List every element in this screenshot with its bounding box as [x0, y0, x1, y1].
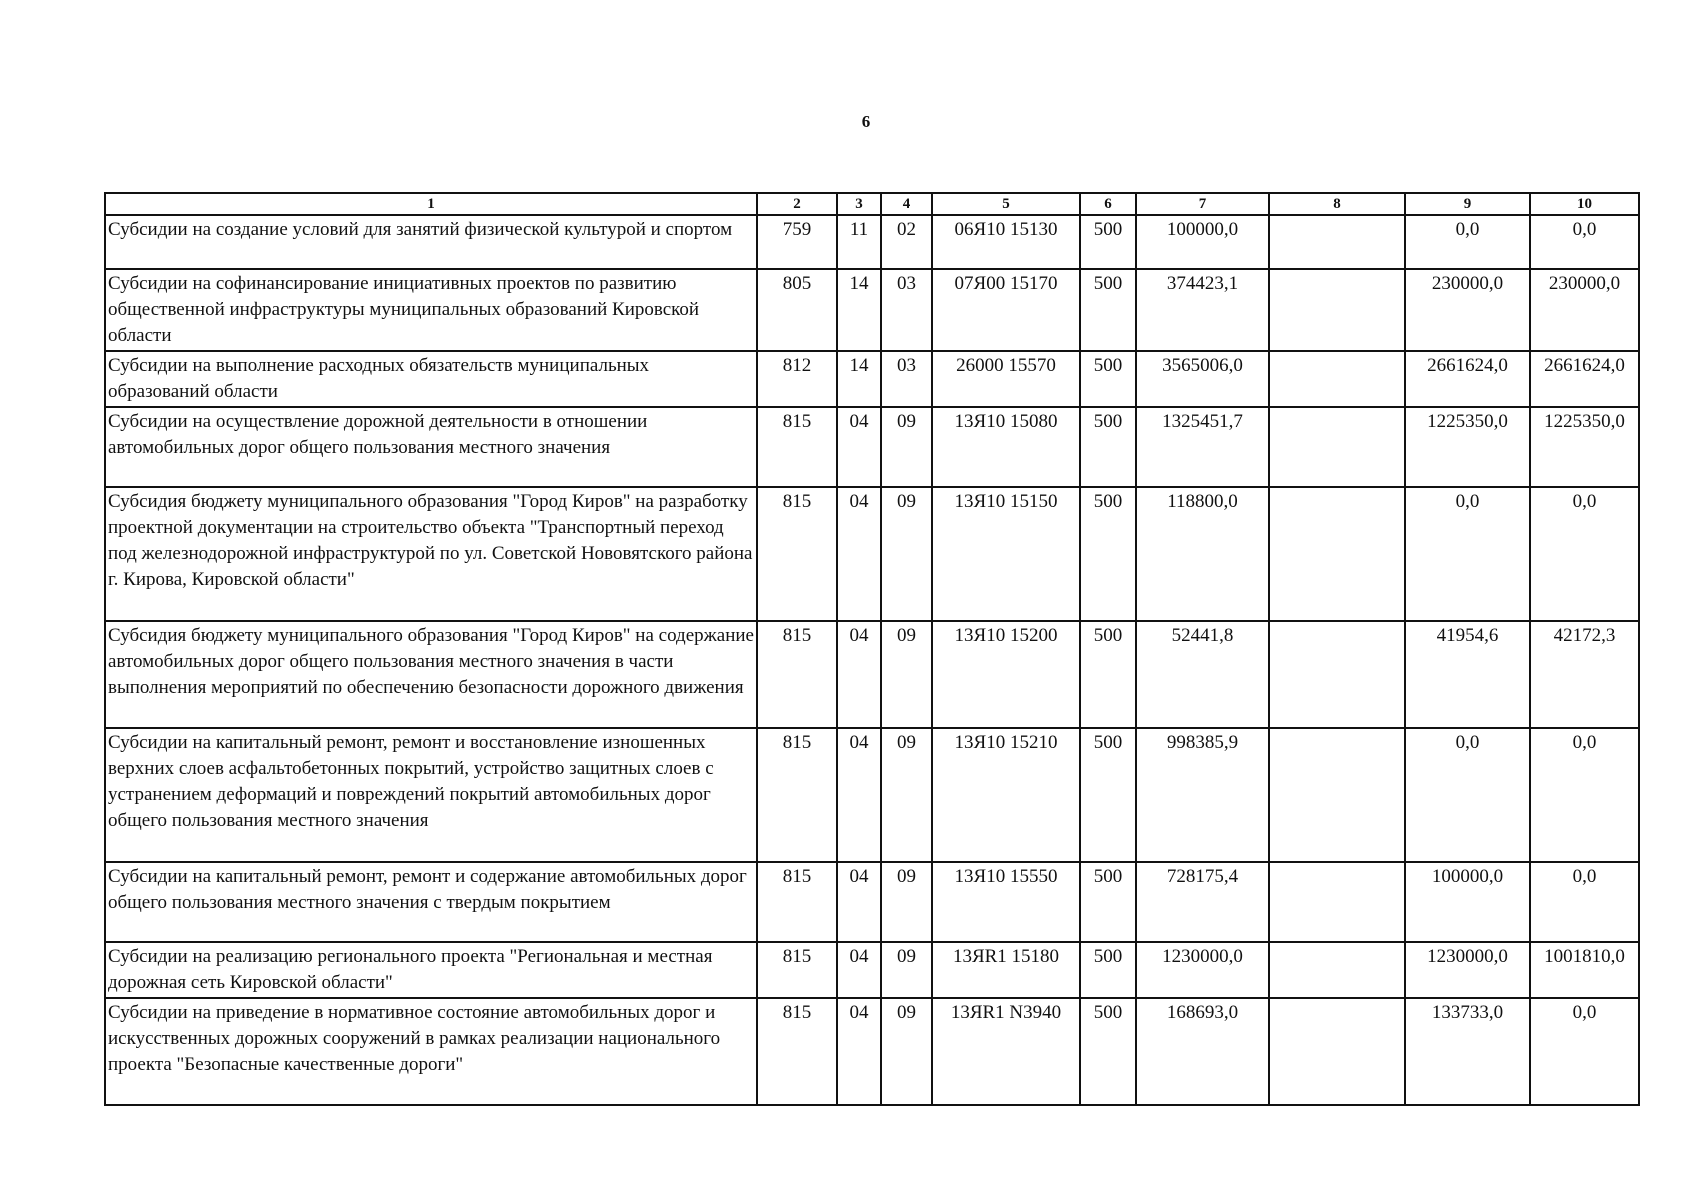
- cell-col-9: 1225350,0: [1405, 407, 1530, 487]
- cell-col-8: [1269, 621, 1405, 728]
- table-row: [105, 215, 1639, 269]
- cell-col-2: 815: [757, 998, 837, 1105]
- subsidy-name: Субсидии на капитальный ремонт, ремонт и содержание автомобильных дорог общего пользования местного значения с твердым покрытием: [105, 862, 757, 942]
- column-header: 7: [1136, 193, 1269, 215]
- cell-col-3: 04: [837, 942, 881, 998]
- cell-col-7: 374423,1: [1136, 269, 1269, 351]
- cell-col-6: 500: [1080, 942, 1136, 998]
- column-header: 3: [837, 193, 881, 215]
- cell-col-5: 13ЯR1 15180: [932, 942, 1080, 998]
- cell-col-4: 03: [881, 269, 932, 351]
- cell-col-2: 815: [757, 487, 837, 621]
- cell-col-8: [1269, 487, 1405, 621]
- cell-col-4: 09: [881, 942, 932, 998]
- cell-col-3: 04: [837, 621, 881, 728]
- cell-col-7: 1230000,0: [1136, 942, 1269, 998]
- table-row: [105, 728, 1639, 862]
- cell-col-6: 500: [1080, 621, 1136, 728]
- table-row: [105, 998, 1639, 1105]
- cell-col-9: 0,0: [1405, 215, 1530, 269]
- cell-col-5: 13Я10 15210: [932, 728, 1080, 862]
- cell-col-7: 168693,0: [1136, 998, 1269, 1105]
- cell-col-4: 09: [881, 407, 932, 487]
- cell-col-3: 04: [837, 407, 881, 487]
- cell-col-5: 07Я00 15170: [932, 269, 1080, 351]
- subsidy-name: Субсидии на выполнение расходных обязательств муниципальных образований области: [105, 351, 757, 407]
- cell-col-8: [1269, 728, 1405, 862]
- subsidy-name: Субсидии на софинансирование инициативных проектов по развитию общественной инфраструктуры муниципальных образований Кировской области: [105, 269, 757, 351]
- column-header: 9: [1405, 193, 1530, 215]
- cell-col-7: 1325451,7: [1136, 407, 1269, 487]
- budget-table: [104, 192, 1640, 1106]
- cell-col-3: 14: [837, 351, 881, 407]
- table-row: [105, 942, 1639, 998]
- table-row: [105, 269, 1639, 351]
- cell-col-7: 998385,9: [1136, 728, 1269, 862]
- cell-col-6: 500: [1080, 351, 1136, 407]
- subsidy-name: Субсидия бюджету муниципального образования "Город Киров" на разработку проектной документации на строительство объекта "Транспортный переход под железнодорожной инфраструктурой по ул. Советской Нововятского района г. Кирова, Кировской области": [105, 487, 757, 621]
- cell-col-8: [1269, 269, 1405, 351]
- cell-col-3: 04: [837, 862, 881, 942]
- cell-col-10: 1001810,0: [1530, 942, 1639, 998]
- cell-col-9: 133733,0: [1405, 998, 1530, 1105]
- cell-col-6: 500: [1080, 728, 1136, 862]
- cell-col-2: 815: [757, 728, 837, 862]
- cell-col-8: [1269, 862, 1405, 942]
- cell-col-9: 0,0: [1405, 728, 1530, 862]
- cell-col-5: 06Я10 15130: [932, 215, 1080, 269]
- cell-col-2: 815: [757, 942, 837, 998]
- cell-col-5: 13Я10 15550: [932, 862, 1080, 942]
- cell-col-6: 500: [1080, 215, 1136, 269]
- cell-col-7: 728175,4: [1136, 862, 1269, 942]
- cell-col-9: 2661624,0: [1405, 351, 1530, 407]
- cell-col-2: 815: [757, 407, 837, 487]
- cell-col-3: 04: [837, 487, 881, 621]
- cell-col-9: 1230000,0: [1405, 942, 1530, 998]
- subsidy-name: Субсидии на капитальный ремонт, ремонт и восстановление изношенных верхних слоев асфальтобетонных покрытий, устройство защитных слоев с устранением деформаций и повреждений покрытий автомобильных дорог общего пользования местного значения: [105, 728, 757, 862]
- cell-col-8: [1269, 351, 1405, 407]
- cell-col-8: [1269, 407, 1405, 487]
- cell-col-6: 500: [1080, 487, 1136, 621]
- subsidy-name: Субсидия бюджету муниципального образования "Город Киров" на содержание автомобильных дорог общего пользования местного значения в части выполнения мероприятий по обеспечению безопасности дорожного движения: [105, 621, 757, 728]
- cell-col-10: 0,0: [1530, 487, 1639, 621]
- cell-col-10: 0,0: [1530, 728, 1639, 862]
- cell-col-4: 03: [881, 351, 932, 407]
- cell-col-8: [1269, 215, 1405, 269]
- cell-col-7: 118800,0: [1136, 487, 1269, 621]
- subsidy-name: Субсидии на приведение в нормативное состояние автомобильных дорог и искусственных дорожных сооружений в рамках реализации национального проекта "Безопасные качественные дороги": [105, 998, 757, 1105]
- cell-col-4: 09: [881, 621, 932, 728]
- table-row: [105, 407, 1639, 487]
- cell-col-7: 100000,0: [1136, 215, 1269, 269]
- table-row: [105, 862, 1639, 942]
- cell-col-7: 52441,8: [1136, 621, 1269, 728]
- cell-col-9: 230000,0: [1405, 269, 1530, 351]
- column-header: 1: [105, 193, 757, 215]
- column-header: 6: [1080, 193, 1136, 215]
- cell-col-10: 2661624,0: [1530, 351, 1639, 407]
- cell-col-3: 14: [837, 269, 881, 351]
- cell-col-4: 09: [881, 862, 932, 942]
- subsidy-name: Субсидии на создание условий для занятий физической культурой и спортом: [105, 215, 757, 269]
- table-row: [105, 487, 1639, 621]
- cell-col-5: 13ЯR1 N3940: [932, 998, 1080, 1105]
- page-number: 6: [861, 112, 871, 131]
- cell-col-2: 815: [757, 862, 837, 942]
- subsidy-name: Субсидии на осуществление дорожной деятельности в отношении автомобильных дорог общего пользования местного значения: [105, 407, 757, 487]
- cell-col-8: [1269, 942, 1405, 998]
- cell-col-10: 42172,3: [1530, 621, 1639, 728]
- column-header: 10: [1530, 193, 1639, 215]
- column-header: 4: [881, 193, 932, 215]
- cell-col-9: 41954,6: [1405, 621, 1530, 728]
- cell-col-6: 500: [1080, 407, 1136, 487]
- cell-col-9: 0,0: [1405, 487, 1530, 621]
- cell-col-10: 0,0: [1530, 215, 1639, 269]
- cell-col-6: 500: [1080, 269, 1136, 351]
- cell-col-6: 500: [1080, 862, 1136, 942]
- header-row: [105, 193, 1639, 215]
- cell-col-5: 13Я10 15200: [932, 621, 1080, 728]
- cell-col-5: 13Я10 15150: [932, 487, 1080, 621]
- column-header: 2: [757, 193, 837, 215]
- cell-col-2: 805: [757, 269, 837, 351]
- cell-col-10: 0,0: [1530, 998, 1639, 1105]
- cell-col-10: 0,0: [1530, 862, 1639, 942]
- cell-col-4: 02: [881, 215, 932, 269]
- cell-col-2: 759: [757, 215, 837, 269]
- cell-col-6: 500: [1080, 998, 1136, 1105]
- cell-col-5: 26000 15570: [932, 351, 1080, 407]
- cell-col-3: 04: [837, 728, 881, 862]
- cell-col-8: [1269, 998, 1405, 1105]
- cell-col-4: 09: [881, 998, 932, 1105]
- cell-col-7: 3565006,0: [1136, 351, 1269, 407]
- cell-col-4: 09: [881, 728, 932, 862]
- cell-col-5: 13Я10 15080: [932, 407, 1080, 487]
- cell-col-3: 11: [837, 215, 881, 269]
- subsidy-name: Субсидии на реализацию регионального проекта "Региональная и местная дорожная сеть Кировской области": [105, 942, 757, 998]
- cell-col-2: 815: [757, 621, 837, 728]
- table-row: [105, 621, 1639, 728]
- cell-col-9: 100000,0: [1405, 862, 1530, 942]
- column-header: 8: [1269, 193, 1405, 215]
- cell-col-10: 230000,0: [1530, 269, 1639, 351]
- column-header: 5: [932, 193, 1080, 215]
- cell-col-4: 09: [881, 487, 932, 621]
- cell-col-10: 1225350,0: [1530, 407, 1639, 487]
- cell-col-3: 04: [837, 998, 881, 1105]
- cell-col-2: 812: [757, 351, 837, 407]
- table-row: [105, 351, 1639, 407]
